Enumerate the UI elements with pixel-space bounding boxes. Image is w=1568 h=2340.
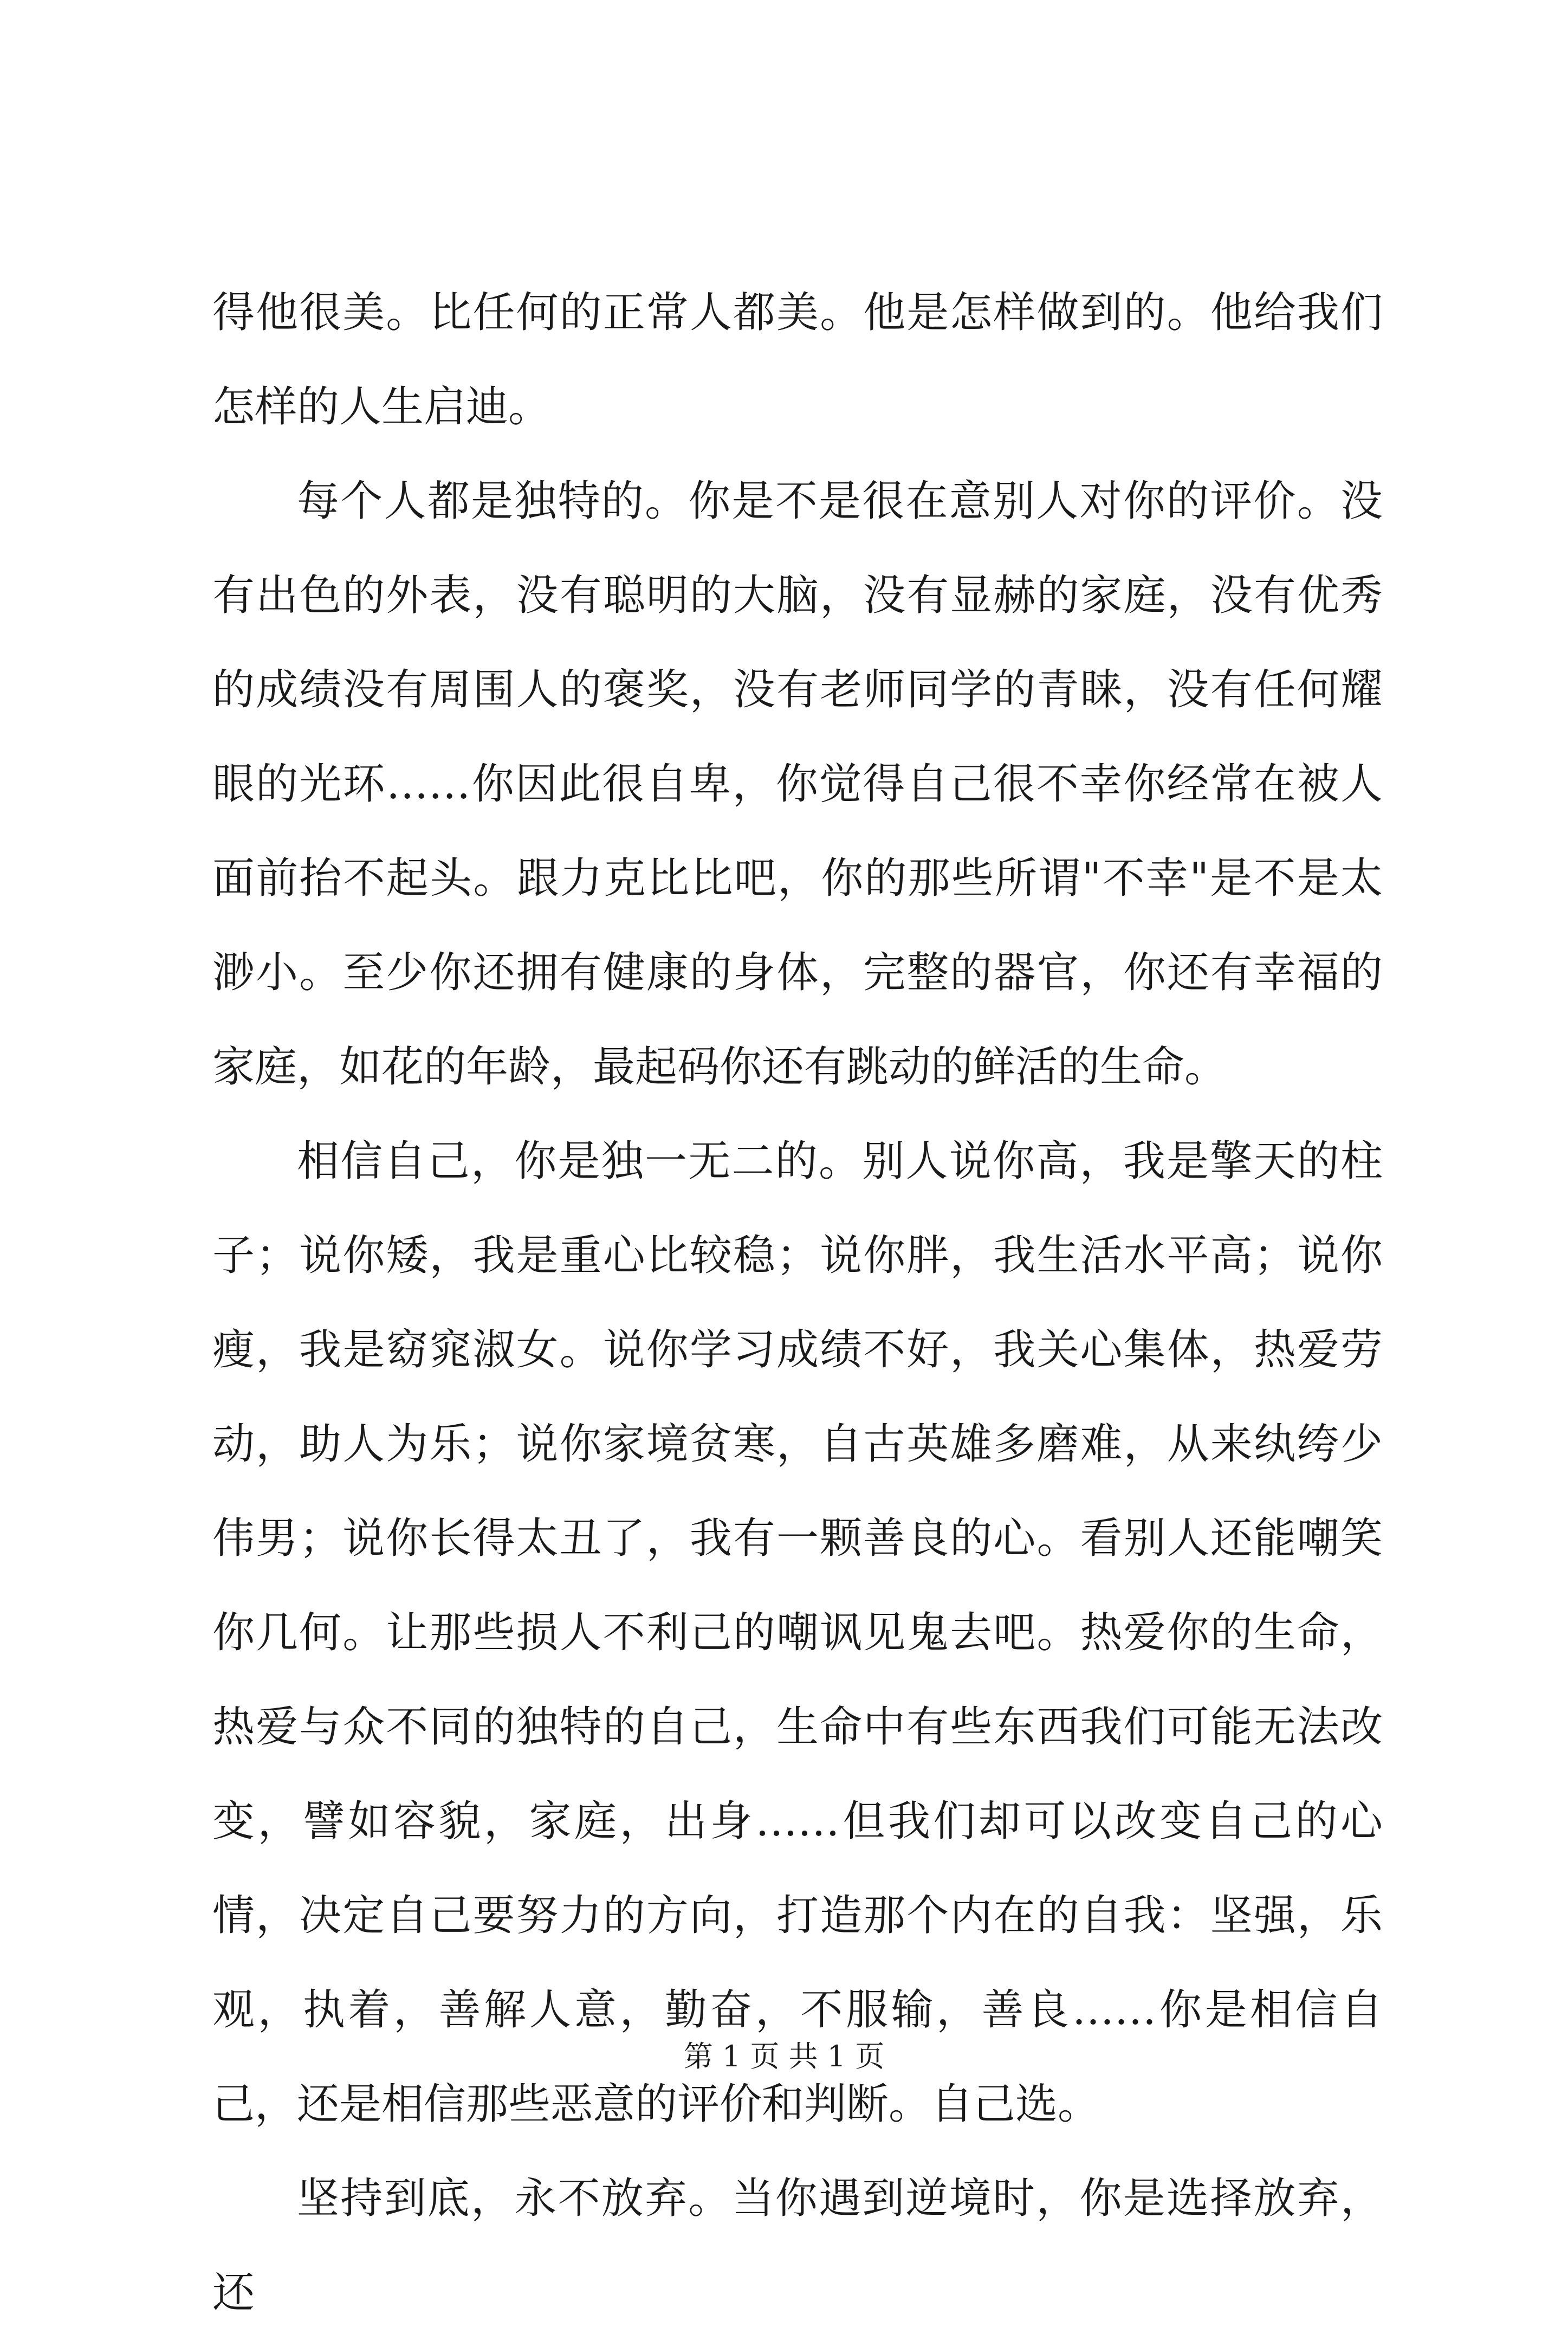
document-body <box>212 266 1383 2340</box>
paragraph-unique-self: 每个人都是独特的。你是不是很在意别人对你的评价。没有出色的外表，没有聪明的大脑，没有显赫的家庭，没有优秀的成绩没有周围人的褒奖，没有老师同学的青睐，没有任何耀眼的光环……你因此很自卑，你觉得自己很不幸你经常在被人面前抬不起头。跟力克比比吧，你的那些所谓"不幸"是不是太渺小。至少你还拥有健康的身体，完整的器官，你还有幸福的家庭，如花的年龄，最起码你还有跳动的鲜活的生命。 <box>212 477 1383 1091</box>
paragraph-never-give-up: 坚持到底，永不放弃。当你遇到逆境时，你是选择放弃，还 <box>212 2174 1383 2317</box>
paragraph-continuation: 得他很美。比任何的正常人都美。他是怎样做到的。他给我们怎样的人生启迪。 <box>212 288 1383 431</box>
page-number-footer: 第 1 页 共 1 页 <box>683 2039 885 2073</box>
paragraph-believe-yourself: 相信自己，你是独一无二的。别人说你高，我是擎天的柱子；说你矮，我是重心比较稳；说你胖，我生活水平高；说你瘦，我是窈窕淑女。说你学习成绩不好，我关心集体，热爱劳动，助人为乐；说你家境贫寒，自古英雄多磨难，从来纨绔少伟男；说你长得太丑了，我有一颗善良的心。看别人还能嘲笑你几何。让那些损人不利己的嘲讽见鬼去吧。热爱你的生命，热爱与众不同的独特的自己，生命中有些东西我们可能无法改变，譬如容貌，家庭，出身……但我们却可以改变自己的心情，决定自己要努力的方向，打造那个内在的自我：坚强，乐观，执着，善解人意，勤奋，不服输，善良……你是相信自己，还是相信那些恶意的评价和判断。自己选。 <box>212 1137 1383 2129</box>
